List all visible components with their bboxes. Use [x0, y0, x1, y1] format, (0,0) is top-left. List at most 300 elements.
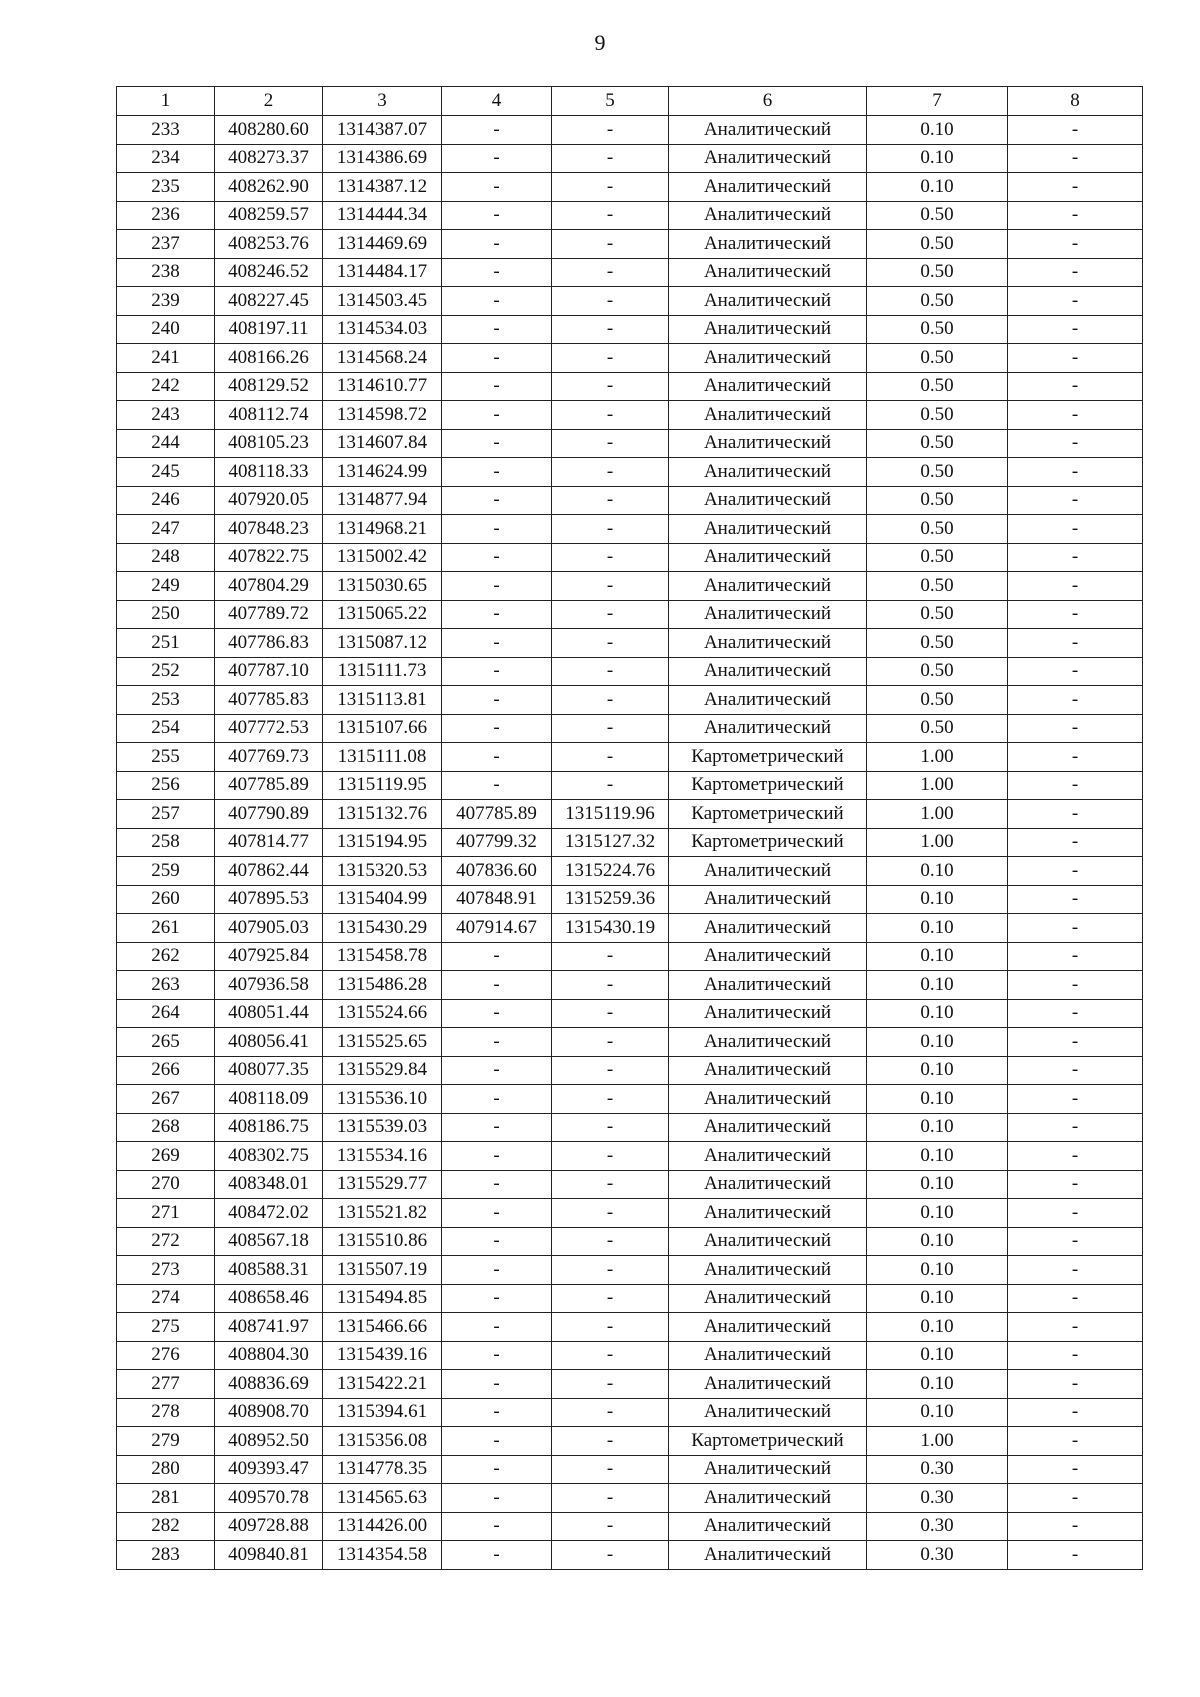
column-header-6: 6 [669, 87, 867, 116]
table-row [117, 1170, 1143, 1199]
y-coordinate-cell: 1314387.12 [323, 173, 442, 202]
table-row [117, 1256, 1143, 1285]
accuracy-cell: 0.50 [867, 372, 1008, 401]
accuracy-cell: 0.10 [867, 144, 1008, 173]
method-cell: Аналитический [669, 116, 867, 145]
x-previous-cell: - [442, 657, 552, 686]
point-number-cell: 275 [117, 1313, 215, 1342]
accuracy-cell: 0.50 [867, 230, 1008, 259]
note-cell: - [1008, 857, 1143, 886]
x-previous-cell: - [442, 771, 552, 800]
accuracy-cell: 0.50 [867, 287, 1008, 316]
x-previous-cell: - [442, 1028, 552, 1057]
y-previous-cell: - [552, 686, 669, 715]
method-cell: Аналитический [669, 401, 867, 430]
table-row [117, 1142, 1143, 1171]
method-cell: Аналитический [669, 971, 867, 1000]
method-cell: Аналитический [669, 1541, 867, 1570]
x-previous-cell: 407914.67 [442, 914, 552, 943]
method-cell: Аналитический [669, 515, 867, 544]
accuracy-cell: 0.10 [867, 1256, 1008, 1285]
table-row [117, 572, 1143, 601]
point-number-cell: 278 [117, 1398, 215, 1427]
y-previous-cell: - [552, 458, 669, 487]
y-previous-cell: - [552, 315, 669, 344]
note-cell: - [1008, 287, 1143, 316]
table-row [117, 543, 1143, 572]
x-coordinate-cell: 408908.70 [215, 1398, 323, 1427]
table-row [117, 885, 1143, 914]
table-row [117, 1512, 1143, 1541]
note-cell: - [1008, 800, 1143, 829]
y-previous-cell: - [552, 287, 669, 316]
x-coordinate-cell: 408186.75 [215, 1113, 323, 1142]
x-coordinate-cell: 407769.73 [215, 743, 323, 772]
y-previous-cell: - [552, 629, 669, 658]
y-previous-cell: - [552, 1113, 669, 1142]
y-coordinate-cell: 1315494.85 [323, 1284, 442, 1313]
table-body [117, 116, 1143, 1570]
y-coordinate-cell: 1315111.73 [323, 657, 442, 686]
x-coordinate-cell: 408804.30 [215, 1341, 323, 1370]
note-cell: - [1008, 372, 1143, 401]
method-cell: Аналитический [669, 1398, 867, 1427]
x-coordinate-cell: 408105.23 [215, 429, 323, 458]
note-cell: - [1008, 771, 1143, 800]
point-number-cell: 274 [117, 1284, 215, 1313]
method-cell: Аналитический [669, 230, 867, 259]
y-coordinate-cell: 1315394.61 [323, 1398, 442, 1427]
note-cell: - [1008, 1427, 1143, 1456]
accuracy-cell: 0.50 [867, 315, 1008, 344]
y-coordinate-cell: 1315132.76 [323, 800, 442, 829]
y-previous-cell: - [552, 1398, 669, 1427]
y-previous-cell: - [552, 771, 669, 800]
x-previous-cell: - [442, 1199, 552, 1228]
note-cell: - [1008, 1398, 1143, 1427]
y-coordinate-cell: 1315030.65 [323, 572, 442, 601]
y-previous-cell: - [552, 1427, 669, 1456]
x-coordinate-cell: 408051.44 [215, 999, 323, 1028]
note-cell: - [1008, 515, 1143, 544]
accuracy-cell: 0.10 [867, 914, 1008, 943]
y-coordinate-cell: 1314610.77 [323, 372, 442, 401]
table-row [117, 686, 1143, 715]
x-coordinate-cell: 407772.53 [215, 714, 323, 743]
y-coordinate-cell: 1314484.17 [323, 258, 442, 287]
point-number-cell: 245 [117, 458, 215, 487]
x-previous-cell: - [442, 1085, 552, 1114]
x-previous-cell: - [442, 942, 552, 971]
y-previous-cell: 1315259.36 [552, 885, 669, 914]
note-cell: - [1008, 686, 1143, 715]
method-cell: Аналитический [669, 315, 867, 344]
y-coordinate-cell: 1315486.28 [323, 971, 442, 1000]
method-cell: Аналитический [669, 1170, 867, 1199]
accuracy-cell: 0.10 [867, 1056, 1008, 1085]
x-previous-cell: - [442, 1256, 552, 1285]
y-coordinate-cell: 1315113.81 [323, 686, 442, 715]
table-row [117, 1398, 1143, 1427]
point-number-cell: 247 [117, 515, 215, 544]
x-coordinate-cell: 407936.58 [215, 971, 323, 1000]
note-cell: - [1008, 629, 1143, 658]
method-cell: Аналитический [669, 942, 867, 971]
y-previous-cell: - [552, 173, 669, 202]
note-cell: - [1008, 344, 1143, 373]
y-previous-cell: - [552, 1370, 669, 1399]
table-row [117, 1028, 1143, 1057]
point-number-cell: 234 [117, 144, 215, 173]
table-row [117, 1227, 1143, 1256]
point-number-cell: 269 [117, 1142, 215, 1171]
x-previous-cell: 407836.60 [442, 857, 552, 886]
method-cell: Аналитический [669, 258, 867, 287]
x-coordinate-cell: 407822.75 [215, 543, 323, 572]
table-row [117, 1541, 1143, 1570]
note-cell: - [1008, 1284, 1143, 1313]
y-coordinate-cell: 1315536.10 [323, 1085, 442, 1114]
y-previous-cell: - [552, 1341, 669, 1370]
method-cell: Аналитический [669, 458, 867, 487]
accuracy-cell: 1.00 [867, 1427, 1008, 1456]
note-cell: - [1008, 1341, 1143, 1370]
table-row [117, 1056, 1143, 1085]
accuracy-cell: 0.10 [867, 1341, 1008, 1370]
x-coordinate-cell: 408253.76 [215, 230, 323, 259]
note-cell: - [1008, 486, 1143, 515]
table-row [117, 1455, 1143, 1484]
point-number-cell: 239 [117, 287, 215, 316]
y-previous-cell: - [552, 1284, 669, 1313]
x-coordinate-cell: 407786.83 [215, 629, 323, 658]
y-coordinate-cell: 1315111.08 [323, 743, 442, 772]
y-previous-cell: - [552, 657, 669, 686]
accuracy-cell: 0.10 [867, 1284, 1008, 1313]
note-cell: - [1008, 914, 1143, 943]
x-coordinate-cell: 408112.74 [215, 401, 323, 430]
accuracy-cell: 0.10 [867, 1313, 1008, 1342]
table-row [117, 315, 1143, 344]
x-previous-cell: - [442, 1170, 552, 1199]
note-cell: - [1008, 600, 1143, 629]
y-previous-cell: - [552, 429, 669, 458]
x-previous-cell: - [442, 1227, 552, 1256]
table-row [117, 258, 1143, 287]
table-row [117, 1313, 1143, 1342]
table-row [117, 800, 1143, 829]
y-coordinate-cell: 1314469.69 [323, 230, 442, 259]
x-previous-cell: - [442, 1455, 552, 1484]
x-coordinate-cell: 408259.57 [215, 201, 323, 230]
accuracy-cell: 0.10 [867, 1227, 1008, 1256]
table-row [117, 942, 1143, 971]
note-cell: - [1008, 1541, 1143, 1570]
x-coordinate-cell: 408588.31 [215, 1256, 323, 1285]
x-coordinate-cell: 408166.26 [215, 344, 323, 373]
x-coordinate-cell: 408262.90 [215, 173, 323, 202]
point-number-cell: 246 [117, 486, 215, 515]
point-number-cell: 243 [117, 401, 215, 430]
note-cell: - [1008, 543, 1143, 572]
column-header-1: 1 [117, 87, 215, 116]
table-row [117, 1427, 1143, 1456]
note-cell: - [1008, 315, 1143, 344]
point-number-cell: 235 [117, 173, 215, 202]
point-number-cell: 282 [117, 1512, 215, 1541]
method-cell: Аналитический [669, 885, 867, 914]
y-coordinate-cell: 1315194.95 [323, 828, 442, 857]
x-coordinate-cell: 408056.41 [215, 1028, 323, 1057]
x-coordinate-cell: 408246.52 [215, 258, 323, 287]
table-row [117, 429, 1143, 458]
table-row [117, 1085, 1143, 1114]
note-cell: - [1008, 971, 1143, 1000]
note-cell: - [1008, 230, 1143, 259]
method-cell: Аналитический [669, 287, 867, 316]
y-coordinate-cell: 1314503.45 [323, 287, 442, 316]
point-number-cell: 261 [117, 914, 215, 943]
x-previous-cell: - [442, 971, 552, 1000]
x-previous-cell: - [442, 714, 552, 743]
column-header-8: 8 [1008, 87, 1143, 116]
method-cell: Аналитический [669, 914, 867, 943]
y-coordinate-cell: 1314624.99 [323, 458, 442, 487]
table-row [117, 743, 1143, 772]
y-previous-cell: - [552, 201, 669, 230]
accuracy-cell: 0.50 [867, 515, 1008, 544]
y-coordinate-cell: 1315524.66 [323, 999, 442, 1028]
accuracy-cell: 0.50 [867, 657, 1008, 686]
method-cell: Аналитический [669, 657, 867, 686]
point-number-cell: 260 [117, 885, 215, 914]
point-number-cell: 259 [117, 857, 215, 886]
y-previous-cell: - [552, 1227, 669, 1256]
note-cell: - [1008, 828, 1143, 857]
y-previous-cell: 1315224.76 [552, 857, 669, 886]
note-cell: - [1008, 116, 1143, 145]
note-cell: - [1008, 657, 1143, 686]
accuracy-cell: 1.00 [867, 771, 1008, 800]
y-previous-cell: 1315430.19 [552, 914, 669, 943]
point-number-cell: 240 [117, 315, 215, 344]
accuracy-cell: 0.10 [867, 116, 1008, 145]
table-row [117, 1484, 1143, 1513]
accuracy-cell: 1.00 [867, 828, 1008, 857]
x-coordinate-cell: 409570.78 [215, 1484, 323, 1513]
note-cell: - [1008, 1142, 1143, 1171]
column-header-2: 2 [215, 87, 323, 116]
y-coordinate-cell: 1315458.78 [323, 942, 442, 971]
y-previous-cell: - [552, 1313, 669, 1342]
y-coordinate-cell: 1315002.42 [323, 543, 442, 572]
x-previous-cell: - [442, 1313, 552, 1342]
y-coordinate-cell: 1314968.21 [323, 515, 442, 544]
x-coordinate-cell: 408472.02 [215, 1199, 323, 1228]
x-previous-cell: - [442, 401, 552, 430]
x-coordinate-cell: 408302.75 [215, 1142, 323, 1171]
x-previous-cell: - [442, 600, 552, 629]
point-number-cell: 254 [117, 714, 215, 743]
x-previous-cell: - [442, 1370, 552, 1399]
y-previous-cell: - [552, 144, 669, 173]
note-cell: - [1008, 1199, 1143, 1228]
point-number-cell: 256 [117, 771, 215, 800]
method-cell: Картометрический [669, 828, 867, 857]
x-coordinate-cell: 408077.35 [215, 1056, 323, 1085]
x-coordinate-cell: 407925.84 [215, 942, 323, 971]
point-number-cell: 250 [117, 600, 215, 629]
y-coordinate-cell: 1314354.58 [323, 1541, 442, 1570]
method-cell: Аналитический [669, 1313, 867, 1342]
x-previous-cell: - [442, 1512, 552, 1541]
table-row [117, 515, 1143, 544]
accuracy-cell: 0.50 [867, 201, 1008, 230]
accuracy-cell: 0.50 [867, 429, 1008, 458]
point-number-cell: 257 [117, 800, 215, 829]
method-cell: Аналитический [669, 1085, 867, 1114]
x-coordinate-cell: 408348.01 [215, 1170, 323, 1199]
y-coordinate-cell: 1315534.16 [323, 1142, 442, 1171]
coordinates-table [116, 86, 1143, 1570]
x-coordinate-cell: 409393.47 [215, 1455, 323, 1484]
point-number-cell: 263 [117, 971, 215, 1000]
x-previous-cell: - [442, 173, 552, 202]
point-number-cell: 273 [117, 1256, 215, 1285]
y-coordinate-cell: 1315087.12 [323, 629, 442, 658]
note-cell: - [1008, 1313, 1143, 1342]
table-row [117, 486, 1143, 515]
accuracy-cell: 0.50 [867, 258, 1008, 287]
y-previous-cell: - [552, 344, 669, 373]
accuracy-cell: 0.50 [867, 458, 1008, 487]
y-coordinate-cell: 1315439.16 [323, 1341, 442, 1370]
method-cell: Аналитический [669, 629, 867, 658]
x-coordinate-cell: 407895.53 [215, 885, 323, 914]
x-coordinate-cell: 407789.72 [215, 600, 323, 629]
accuracy-cell: 0.10 [867, 1398, 1008, 1427]
table-row [117, 458, 1143, 487]
accuracy-cell: 0.30 [867, 1512, 1008, 1541]
column-header-3: 3 [323, 87, 442, 116]
y-previous-cell: - [552, 1256, 669, 1285]
x-coordinate-cell: 407787.10 [215, 657, 323, 686]
y-previous-cell: - [552, 401, 669, 430]
method-cell: Аналитический [669, 1512, 867, 1541]
table-row [117, 1341, 1143, 1370]
point-number-cell: 283 [117, 1541, 215, 1570]
accuracy-cell: 0.50 [867, 344, 1008, 373]
accuracy-cell: 0.30 [867, 1541, 1008, 1570]
method-cell: Картометрический [669, 743, 867, 772]
table-row [117, 1370, 1143, 1399]
method-cell: Аналитический [669, 1484, 867, 1513]
y-previous-cell: - [552, 116, 669, 145]
y-previous-cell: 1315119.96 [552, 800, 669, 829]
x-previous-cell: 407799.32 [442, 828, 552, 857]
accuracy-cell: 0.50 [867, 401, 1008, 430]
table-row [117, 401, 1143, 430]
table-row [117, 201, 1143, 230]
y-coordinate-cell: 1315521.82 [323, 1199, 442, 1228]
x-previous-cell: 407785.89 [442, 800, 552, 829]
x-previous-cell: - [442, 543, 552, 572]
method-cell: Аналитический [669, 1455, 867, 1484]
table-row [117, 1113, 1143, 1142]
x-coordinate-cell: 408197.11 [215, 315, 323, 344]
note-cell: - [1008, 458, 1143, 487]
accuracy-cell: 0.10 [867, 999, 1008, 1028]
method-cell: Аналитический [669, 572, 867, 601]
x-previous-cell: - [442, 1142, 552, 1171]
y-coordinate-cell: 1314565.63 [323, 1484, 442, 1513]
y-previous-cell: - [552, 486, 669, 515]
table-row [117, 116, 1143, 145]
table-row [117, 828, 1143, 857]
point-number-cell: 262 [117, 942, 215, 971]
y-coordinate-cell: 1315529.77 [323, 1170, 442, 1199]
x-previous-cell: - [442, 743, 552, 772]
point-number-cell: 237 [117, 230, 215, 259]
point-number-cell: 255 [117, 743, 215, 772]
point-number-cell: 251 [117, 629, 215, 658]
method-cell: Аналитический [669, 1056, 867, 1085]
method-cell: Аналитический [669, 486, 867, 515]
y-coordinate-cell: 1314778.35 [323, 1455, 442, 1484]
x-previous-cell: - [442, 315, 552, 344]
method-cell: Аналитический [669, 1028, 867, 1057]
method-cell: Аналитический [669, 1284, 867, 1313]
note-cell: - [1008, 1455, 1143, 1484]
method-cell: Аналитический [669, 429, 867, 458]
accuracy-cell: 0.10 [867, 857, 1008, 886]
method-cell: Аналитический [669, 714, 867, 743]
accuracy-cell: 0.10 [867, 1170, 1008, 1199]
y-previous-cell: - [552, 230, 669, 259]
accuracy-cell: 0.10 [867, 1142, 1008, 1171]
note-cell: - [1008, 1056, 1143, 1085]
accuracy-cell: 0.10 [867, 173, 1008, 202]
y-previous-cell: - [552, 714, 669, 743]
point-number-cell: 236 [117, 201, 215, 230]
x-coordinate-cell: 407920.05 [215, 486, 323, 515]
table-row [117, 857, 1143, 886]
table-row [117, 914, 1143, 943]
y-coordinate-cell: 1315525.65 [323, 1028, 442, 1057]
x-previous-cell: - [442, 201, 552, 230]
y-coordinate-cell: 1315422.21 [323, 1370, 442, 1399]
method-cell: Аналитический [669, 1142, 867, 1171]
accuracy-cell: 0.50 [867, 486, 1008, 515]
x-coordinate-cell: 407905.03 [215, 914, 323, 943]
point-number-cell: 272 [117, 1227, 215, 1256]
accuracy-cell: 0.50 [867, 600, 1008, 629]
x-previous-cell: - [442, 230, 552, 259]
accuracy-cell: 0.10 [867, 1028, 1008, 1057]
y-previous-cell: - [552, 1541, 669, 1570]
point-number-cell: 264 [117, 999, 215, 1028]
accuracy-cell: 0.50 [867, 629, 1008, 658]
x-previous-cell: - [442, 686, 552, 715]
note-cell: - [1008, 714, 1143, 743]
y-coordinate-cell: 1314598.72 [323, 401, 442, 430]
note-cell: - [1008, 1512, 1143, 1541]
point-number-cell: 267 [117, 1085, 215, 1114]
y-previous-cell: - [552, 1142, 669, 1171]
y-coordinate-cell: 1315404.99 [323, 885, 442, 914]
x-coordinate-cell: 408273.37 [215, 144, 323, 173]
y-previous-cell: - [552, 942, 669, 971]
